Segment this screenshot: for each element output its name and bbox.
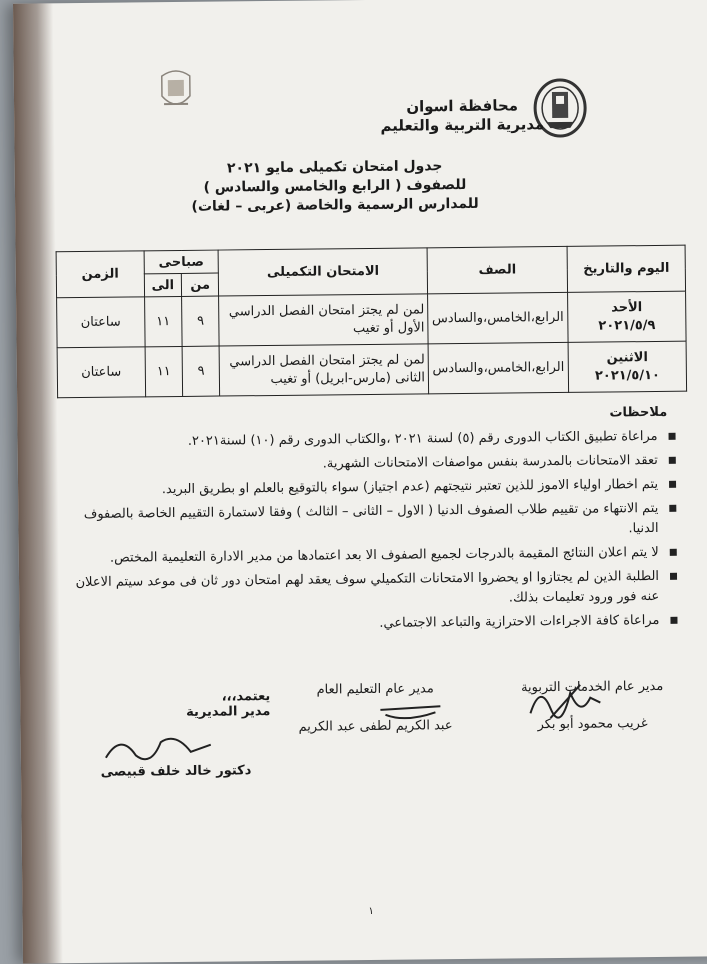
handwritten-signature-director-icon bbox=[101, 727, 221, 773]
header-grade: الصف bbox=[427, 246, 567, 293]
cell-exam: لمن لم يجتز امتحان الفصل الدراسي الثانى (مارس-ابريل) أو تغيب bbox=[219, 344, 428, 396]
bullet-icon bbox=[669, 481, 676, 488]
letterhead bbox=[380, 96, 544, 136]
title-line-3: للمدارس الرسمية والخاصة (عربى – لغات) bbox=[191, 195, 479, 215]
notes-heading: ملاحظات bbox=[609, 404, 668, 421]
exam-schedule-table bbox=[56, 245, 688, 399]
list-item bbox=[66, 475, 678, 501]
list-item bbox=[66, 451, 678, 477]
note-text: تعقد الامتحانات بالمدرسة بنفس مواصفات الامتحانات الشهرية. bbox=[322, 452, 658, 472]
signature-title: مدير المديرية bbox=[185, 704, 271, 720]
title-line-1: جدول امتحان تكميلى مايو ٢٠٢١ bbox=[226, 158, 443, 177]
list-item bbox=[67, 567, 679, 613]
header-morning: صباحى bbox=[144, 250, 219, 274]
cell-day-date bbox=[568, 291, 686, 342]
bullet-icon bbox=[669, 505, 676, 512]
signature-director bbox=[150, 689, 270, 720]
note-text: الطلبة الذين لم يجتازوا او يحضروا الامتحانات التكميلي سوف يعقد لهم امتحان دور ثان فى موعد سيتم الاعلان عنه فور ورود تعليمات بذلك. bbox=[75, 568, 660, 606]
header-to: الى bbox=[144, 273, 182, 296]
bullet-icon bbox=[670, 549, 677, 556]
bullet-icon bbox=[670, 573, 677, 580]
cell-duration: ساعتان bbox=[57, 297, 145, 348]
handwritten-signature-services-icon bbox=[520, 672, 611, 728]
signature-title: مدير عام الخدمات التربوية bbox=[520, 678, 664, 696]
bullet-icon bbox=[669, 433, 676, 440]
header-from: من bbox=[181, 273, 219, 296]
cell-exam: لمن لم يجتز امتحان الفصل الدراسي الأول أو تغيب bbox=[219, 294, 428, 346]
governorate-emblem-icon bbox=[154, 66, 199, 116]
cell-from: ٩ bbox=[182, 346, 220, 396]
list-item bbox=[66, 499, 678, 545]
photo-edge bbox=[13, 3, 63, 963]
cell-grade: الرابع،الخامس،والسادس bbox=[428, 342, 568, 393]
note-text: يتم الانتهاء من تقييم طلاب الصفوف الدنيا ( الاول – الثانى – الثالث ) وفقا لاستمارة التقييم الخاصة بالصفوف الدنيا. bbox=[83, 500, 659, 537]
approve-label: يعتمد،،، bbox=[221, 689, 271, 705]
note-text: يتم اخطار اولياء الاموز للذين تعتبر نتيجتهم (عدم اجتياز) سواء بالتوقيع بالعلم او بطريق البريد. bbox=[161, 476, 659, 498]
cell-to: ١١ bbox=[145, 346, 183, 396]
cell-duration: ساعتان bbox=[57, 347, 145, 398]
cell-day: الأحد bbox=[611, 299, 643, 315]
cell-date: ٢٠٢١/٥/١٠ bbox=[594, 367, 661, 384]
page-number: ١ bbox=[368, 905, 374, 918]
cell-grade: الرابع،الخامس،والسادس bbox=[428, 292, 568, 343]
table-row bbox=[57, 291, 686, 348]
notes-list bbox=[65, 427, 679, 641]
signature-title: مدير عام التعليم العام bbox=[316, 681, 434, 698]
cell-to: ١١ bbox=[144, 296, 182, 346]
table-header-row bbox=[56, 245, 685, 275]
list-item bbox=[67, 543, 679, 569]
note-text: مراعاة تطبيق الكتاب الدورى رقم (٥) لسنة ٢٠٢١ ،والكتاب الدورى رقم (١٠) لسنة٢٠٢١. bbox=[187, 428, 658, 449]
director-name: دكتور خالد خلف قبيصى bbox=[100, 763, 252, 780]
list-item bbox=[67, 611, 679, 637]
table-row bbox=[57, 341, 686, 398]
header-duration: الزمن bbox=[56, 251, 144, 298]
signature-name: غريب محمود أبو بكر bbox=[537, 716, 648, 733]
handwritten-signature-general-icon bbox=[375, 694, 445, 725]
cell-day: الاثنين bbox=[606, 349, 648, 365]
cell-from: ٩ bbox=[182, 296, 220, 346]
signature-name: عبد الكريم لطفى عبد الكريم bbox=[298, 718, 453, 735]
bullet-icon bbox=[670, 617, 677, 624]
document-page bbox=[13, 0, 707, 964]
note-text: لا يتم اعلان النتائج المقيمة بالدرجات لجميع الصفوف الا بعد اعتمادها من مدير الادارة التعليمية المختص. bbox=[109, 544, 659, 566]
governorate-name: محافظة اسوان bbox=[406, 96, 519, 116]
title-line-2: للصفوف ( الرابع والخامس والسادس ) bbox=[203, 176, 467, 196]
header-exam: الامتحان التكميلى bbox=[218, 248, 427, 296]
bullet-icon bbox=[669, 457, 676, 464]
cell-day-date bbox=[568, 341, 686, 392]
header-day-date: اليوم والتاريخ bbox=[567, 245, 685, 292]
list-item bbox=[65, 427, 677, 453]
document-title bbox=[165, 157, 506, 218]
note-text: مراعاة كافة الاجراءات الاحترازية والتباعد الاجتماعي. bbox=[379, 612, 660, 631]
cell-date: ٢٠٢١/٥/٩ bbox=[598, 317, 656, 334]
directorate-name: مديرية التربية والتعليم bbox=[380, 115, 545, 135]
